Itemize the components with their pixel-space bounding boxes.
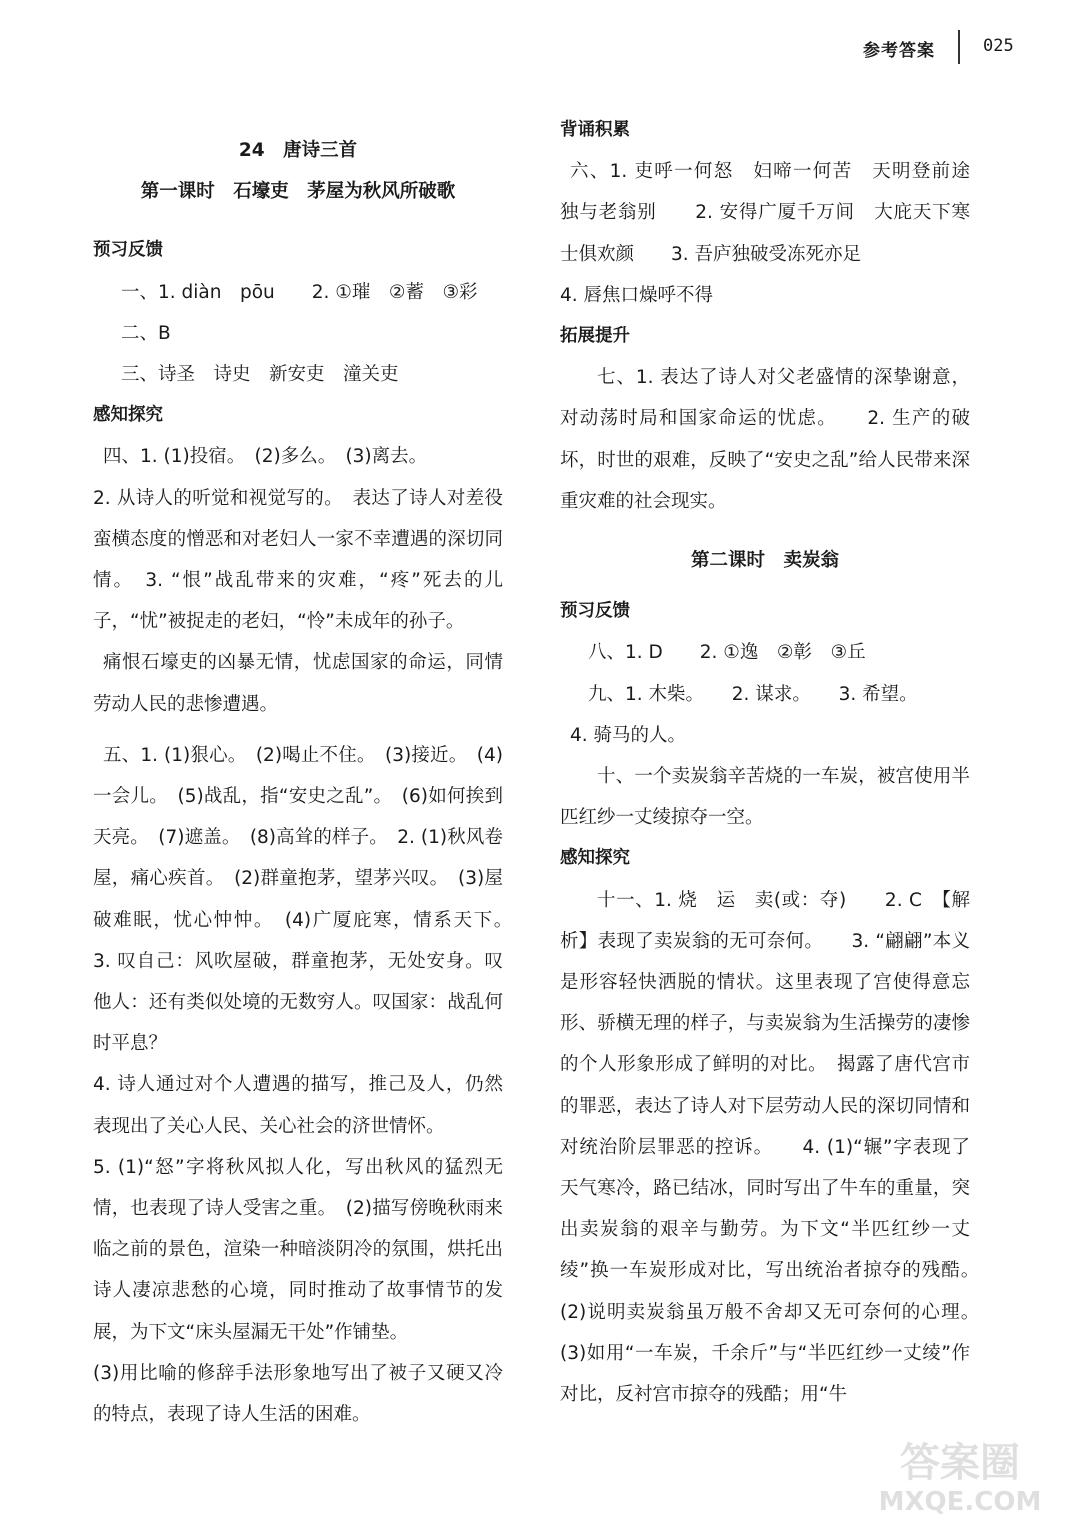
section-heading-preview-2: 预习反馈	[560, 601, 630, 622]
answer-paragraph: 四、1. (1)投宿。 (2)多么。 (3)离去。	[103, 446, 428, 468]
answer-paragraph: 十一、1. 烧 运 卖(或：夺) 2. C 【解析】表现了卖炭翁的无可奈何。 3. “翩翩”本义是形容轻快洒脱的情状。这里表现了宫使得意忘形、骄横无理的样子，与卖炭翁为生活操劳的凄惨的个人形象形成了鲜明的对比。 揭露了唐代宫市的罪恶，表达了诗人对下层劳动人民的深切同情和对统治阶层罪恶的控诉。 4. (1)“辗”字表现了天气寒冷，路已结冰，同时写出了牛车的重量，突出卖炭翁的艰辛与勤劳。为下文“半匹红纱一丈绫”换一车炭形成对比，写出统治者掠夺的残酷。 (2)说明卖炭翁虽万般不舍却又无可奈何的心理。 (3)如用“一车炭，千余斤”与“半匹红纱一丈绫”作对比，反衬宫市掠夺的残酷；用“牛	[560, 889, 989, 1406]
answer-paragraph: 六、1. 吏呼一何怒 妇啼一何苦 天明登前途 独与老翁别 2. 安得广厦千万间 大庇天下寒士俱欢颜 3. 吾庐独破受冻死亦足	[560, 161, 989, 265]
answer-line: 九、1. 木柴。 2. 谋求。 3. 希望。	[588, 683, 918, 705]
answer-paragraph: 十、一个卖炭翁辛苦烧的一车炭，被宫使用半匹红纱一丈绫掠夺一空。	[560, 766, 970, 829]
answer-line: 二、B	[121, 322, 171, 344]
watermark-site: MXQE.COM	[878, 1487, 1042, 1517]
page-header	[0, 30, 1073, 70]
right-column	[560, 110, 989, 1415]
lesson-title: 24 唐诗三首	[238, 140, 358, 161]
lesson-subtitle: 第一课时 石壕吏 茅屋为秋风所破歌	[140, 181, 456, 203]
answer-paragraph: 五、1. (1)狠心。 (2)喝止不住。 (3)接近。 (4)一会儿。 (5)战乱，指“安史之乱”。 (6)如何挨到天亮。 (7)遮盖。 (8)高耸的样子。 2. (1)秋风卷屋，痛心疾首。 (2)群童抱茅，望茅兴叹。 (3)屋破难眠，忧心忡忡。 (4)广厦庇寒，情系天下。 3. 叹自己：风吹屋破，群童抱茅，无处安身。叹他人：还有类似处境的无数穷人。叹国家：战乱何时平息？	[93, 744, 522, 1055]
header-divider	[958, 30, 960, 64]
answer-line: 4. 骑马的人。	[570, 724, 687, 746]
lesson2-title: 第二课时 卖炭翁	[690, 550, 839, 572]
section-heading-recite: 背诵积累	[560, 120, 630, 140]
section-heading-extend: 拓展提升	[560, 326, 630, 347]
answer-line: 4. 唇焦口燥呼不得	[560, 284, 714, 306]
page-number: 025	[983, 36, 1014, 56]
answer-line: 三、诗圣 诗史 新安吏 潼关吏	[121, 364, 399, 386]
answer-paragraph: 七、1. 表达了诗人对父老盛情的深挚谢意，对动荡时局和国家命运的忧虑。 2. 生产的破坏，时世的艰难，反映了“安史之乱”给人民带来深重灾难的社会现实。	[560, 367, 970, 512]
watermark-logo	[865, 1428, 1055, 1518]
section-heading-explore: 感知探究	[93, 405, 163, 426]
answer-paragraph: 4. 诗人通过对个人遭遇的描写，推己及人，仍然表现出了关心人民、关心社会的济世情怀。	[93, 1074, 503, 1137]
answer-paragraph: (3)用比喻的修辞手法形象地写出了被子又硬又冷的特点，表现了诗人生活的困难。	[93, 1362, 503, 1426]
answer-paragraph: 痛恨石壕吏的凶暴无情，忧虑国家的命运，同情劳动人民的悲惨遭遇。	[93, 652, 503, 715]
answer-paragraph: 2. 从诗人的听觉和视觉写的。 表达了诗人对差役蛮横态度的憎恶和对老妇人一家不幸遭遇的深切同情。 3. “恨”战乱带来的灾难，“疼”死去的儿子，“忧”被捉走的老妇，“怜”未成年的孙子。	[93, 487, 503, 633]
answer-line: 一、1. diàn pōu 2. ①璀 ②蓄 ③彩	[121, 281, 478, 303]
answer-paragraph: 5. (1)“怒”字将秋风拟人化，写出秋风的猛烈无情，也表现了诗人受害之重。 (2)描写傍晚秋雨来临之前的景色，渲染一种暗淡阴冷的氛围，烘托出诗人凄凉悲愁的心境，同时推动了故事情节的发展，为下文“床头屋漏无干处”作铺垫。	[93, 1156, 503, 1343]
header-title: 参考答案	[863, 41, 935, 61]
section-heading-preview: 预习反馈	[93, 240, 163, 261]
answer-line: 八、1. D 2. ①逸 ②彰 ③丘	[588, 642, 866, 664]
section-heading-explore-2: 感知探究	[560, 848, 630, 869]
left-column	[93, 110, 522, 1435]
watermark-text: 答案圈	[900, 1440, 1020, 1486]
